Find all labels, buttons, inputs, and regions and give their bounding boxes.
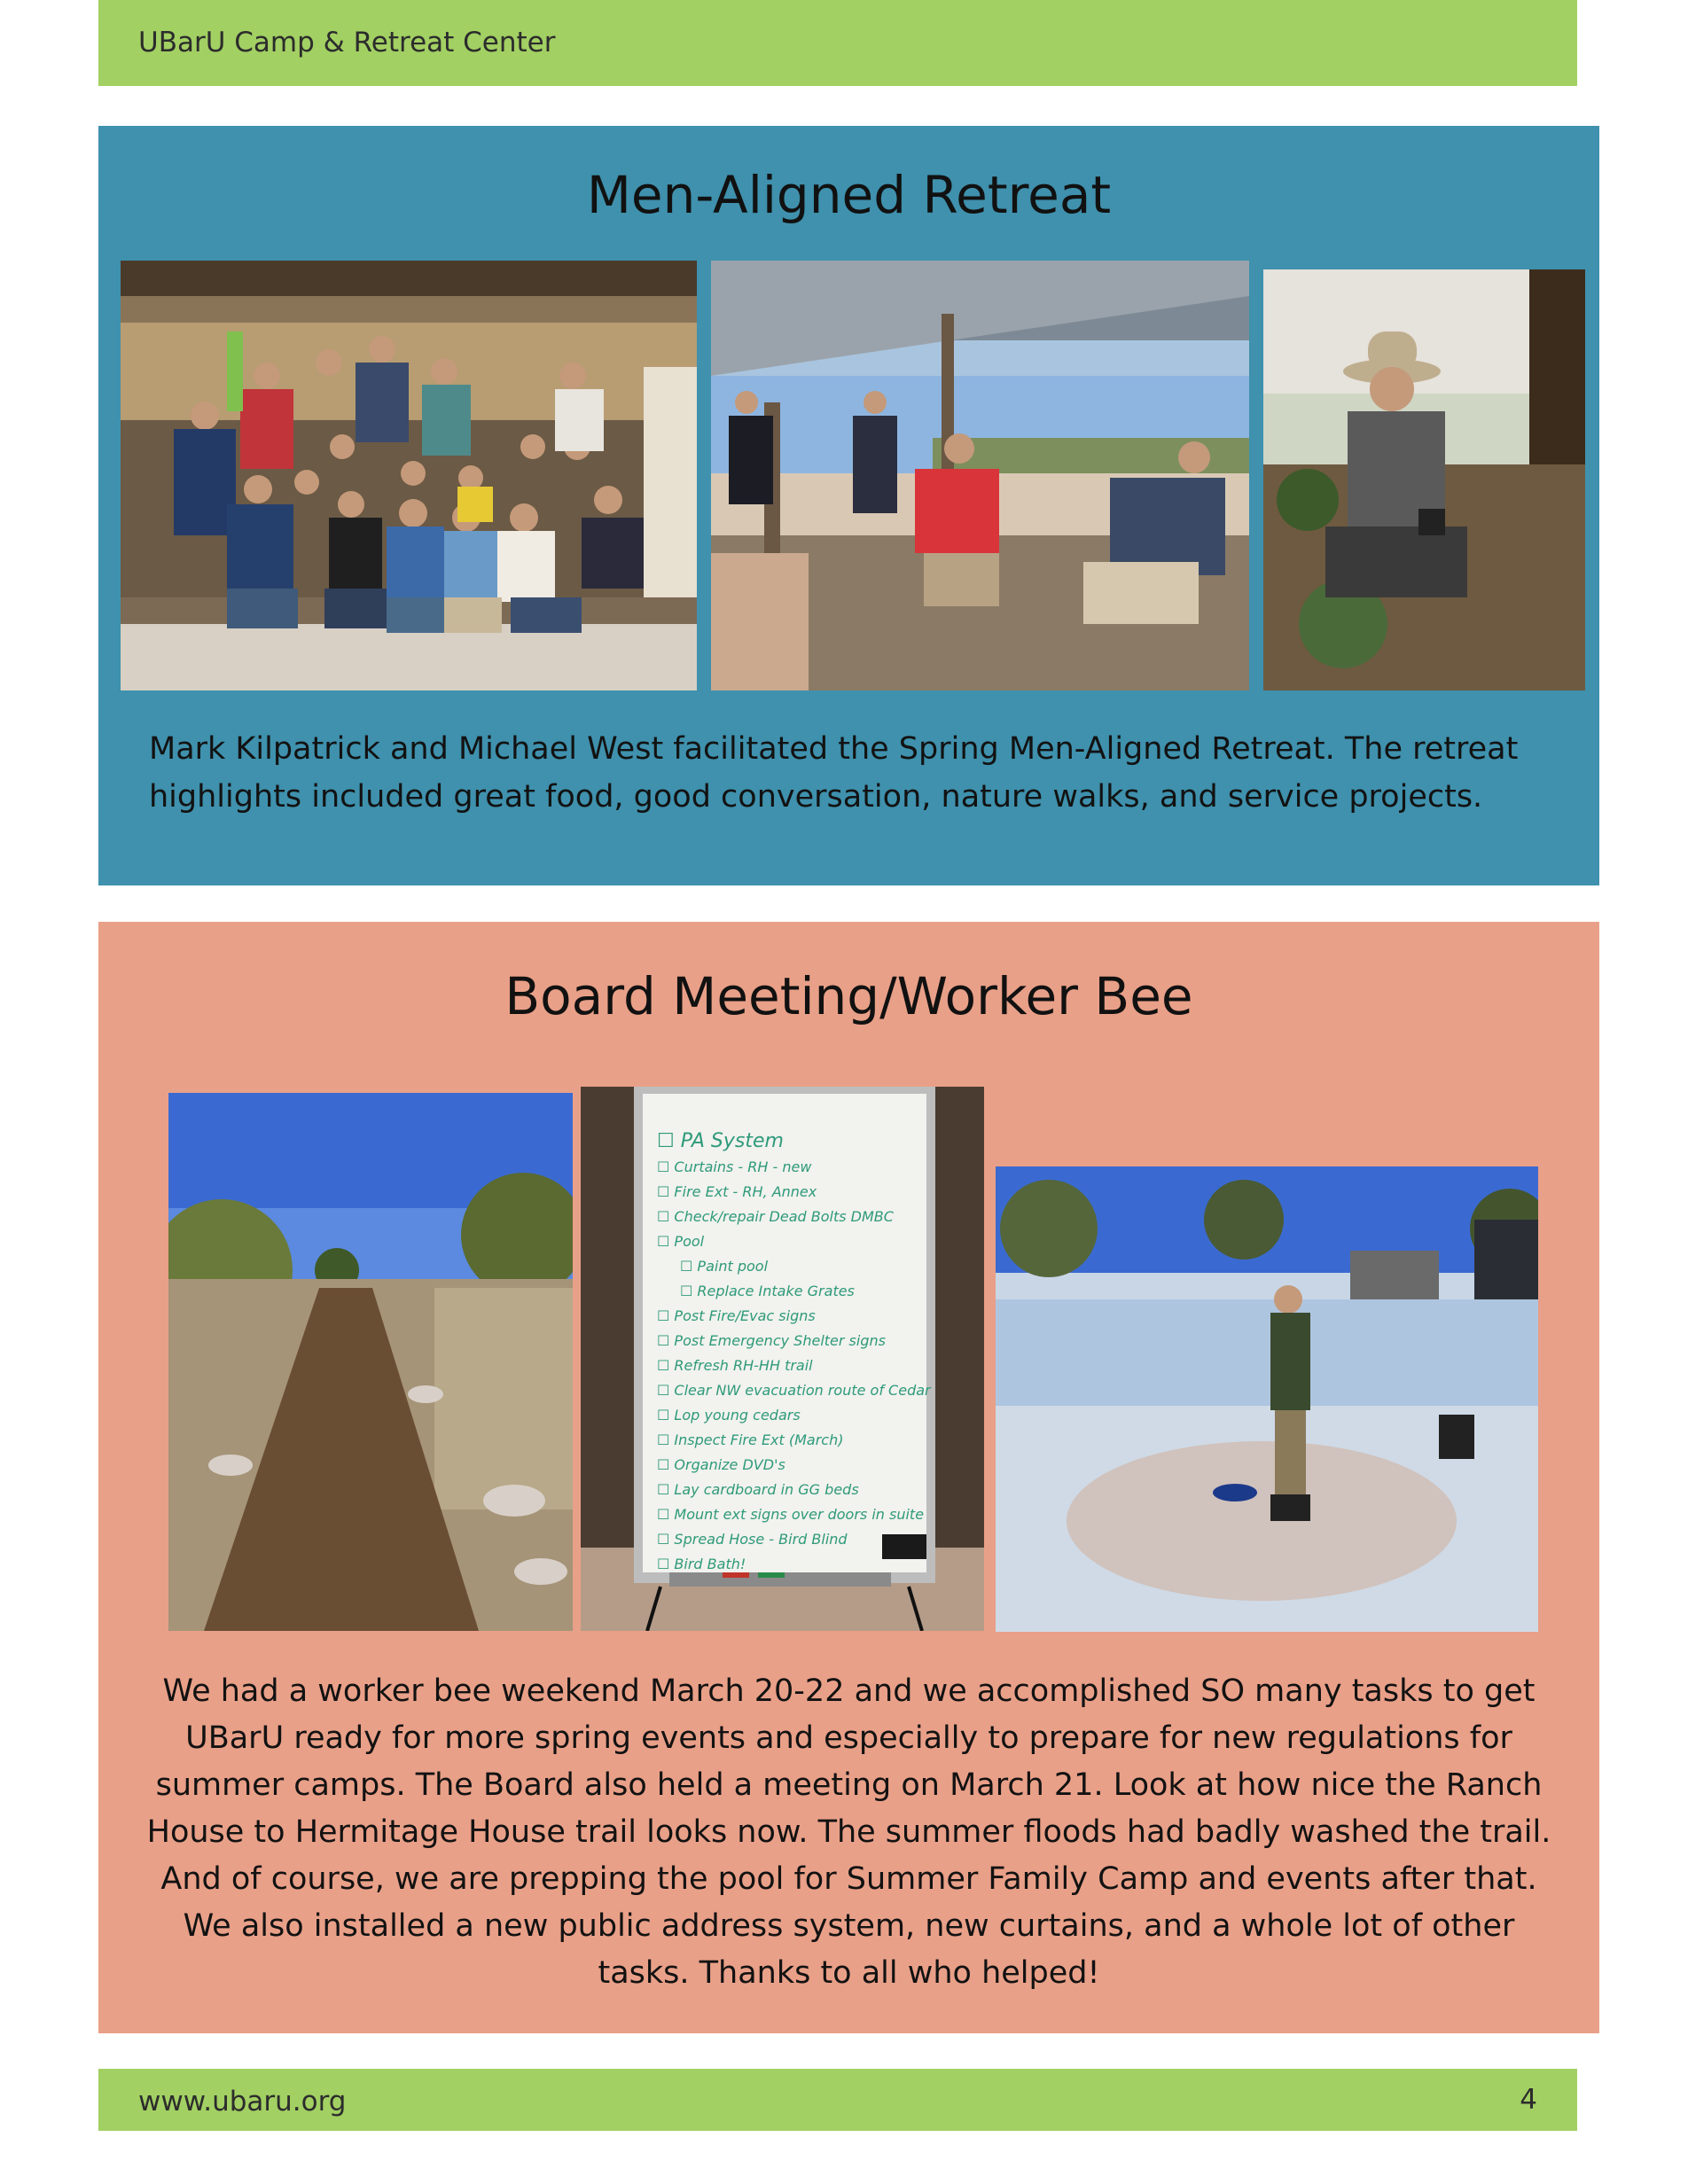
- pool-cleaning-photo: [996, 1166, 1538, 1632]
- men-aligned-retreat-section: [98, 126, 1599, 885]
- section-body: We had a worker bee weekend March 20-22 and we accomplished SO many tasks to get UBarU ready for more spring events and especially to prepare for new regulations for summer camps. The Board also held a meeting on March 21. Look at how nice the Ranch House to Hermitage House trail looks now. The summer floods had badly washed the trail. And of course, we are prepping the pool for Summer Family Camp and events after that. We also installed a new public address system, new curtains, and a whole lot of other tasks. Thanks to all who helped!: [146, 1673, 1551, 1991]
- section-body: Mark Kilpatrick and Michael West facilitated the Spring Men-Aligned Retreat. The retreat highlights included great food, good conversation, nature walks, and service projects.: [149, 731, 1519, 815]
- gardening-photo: [1263, 269, 1585, 690]
- whiteboard-task-6: ☐ Replace Intake Grates: [680, 1283, 855, 1299]
- whiteboard-task-4: ☐ Pool: [657, 1233, 705, 1250]
- board-meeting-section: [98, 922, 1599, 2033]
- whiteboard-task-11: ☐ Lop young cedars: [657, 1407, 801, 1424]
- header-band: [98, 0, 1577, 86]
- newsletter-title: UBarU Camp & Retreat Center: [138, 27, 556, 58]
- whiteboard-task-15: ☐ Mount ext signs over doors in suite: [657, 1506, 925, 1523]
- whiteboard-task-17: ☐ Bird Bath!: [657, 1556, 746, 1572]
- whiteboard-task-7: ☐ Post Fire/Evac signs: [657, 1307, 816, 1324]
- whiteboard-task-16: ☐ Spread Hose - Bird Blind: [657, 1531, 848, 1548]
- whiteboard-task-2: ☐ Fire Ext - RH, Annex: [657, 1183, 817, 1200]
- whiteboard-photo: [581, 1087, 984, 1631]
- whiteboard-task-12: ☐ Inspect Fire Ext (March): [657, 1431, 844, 1448]
- group-photo: [121, 261, 697, 690]
- page-number: 4: [1520, 2084, 1537, 2116]
- whiteboard-task-13: ☐ Organize DVD's: [657, 1456, 785, 1473]
- section-title: Men-Aligned Retreat: [586, 165, 1112, 225]
- whiteboard-task-9: ☐ Refresh RH-HH trail: [657, 1357, 813, 1374]
- whiteboard-task-5: ☐ Paint pool: [680, 1258, 769, 1275]
- section-title: Board Meeting/Worker Bee: [504, 966, 1193, 1026]
- website-url[interactable]: www.ubaru.org: [138, 2086, 347, 2118]
- porch-conversation-photo: [711, 261, 1249, 690]
- whiteboard-task-3: ☐ Check/repair Dead Bolts DMBC: [657, 1208, 894, 1225]
- trail-photo: [168, 1093, 573, 1631]
- whiteboard-task-0: ☐ PA System: [657, 1130, 784, 1152]
- whiteboard-task-10: ☐ Clear NW evacuation route of Cedar: [657, 1382, 931, 1399]
- whiteboard-task-1: ☐ Curtains - RH - new: [657, 1158, 812, 1175]
- whiteboard-task-14: ☐ Lay cardboard in GG beds: [657, 1481, 859, 1498]
- footer-band: [98, 2069, 1577, 2131]
- whiteboard-task-8: ☐ Post Emergency Shelter signs: [657, 1332, 886, 1349]
